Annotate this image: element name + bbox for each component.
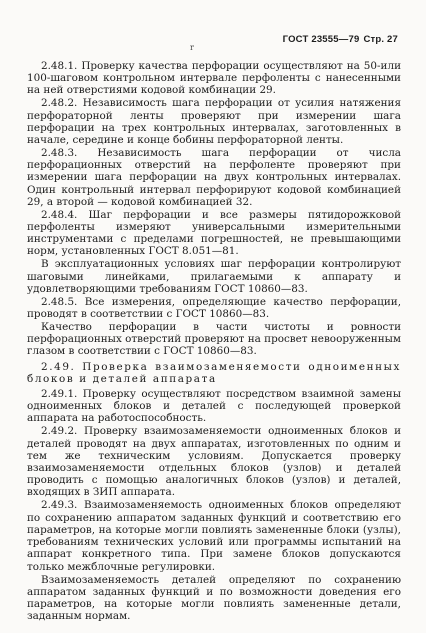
document-body (27, 60, 401, 623)
paragraph-quality: Качество перфорации в части чистоты и ровности перфорационных отверстий проверяют на просвет невооруженным глазом в соответствии с ГОСТ 10860—83. (27, 321, 401, 358)
paragraph-2-48-3: 2.48.3. Независимость шага перфорации от числа перфорационных отверстий на перфоленте проверяют при измерении шага перфорации на двух контрольных интервалах. Один контрольный интервал перфорируют кодовой комбинацией 29, а второй — кодовой комбинацией 32. (27, 147, 401, 208)
paragraph-operational: В эксплуатационных условиях шаг перфорации контролируют шаговыми линейками, прилагаемыми к аппарату и удовлетворяющими требованиям ГОСТ 10860—83. (27, 258, 401, 295)
paragraph-parts: Взаимозаменяемость деталей определяют по сохранению аппаратом заданных функций и по возможности доведения его параметров, на которые могли повлиять замененные детали, заданным нормам. (27, 573, 401, 623)
paragraph-2-48-1: 2.48.1. Проверку качества перфорации осуществляют на 50-или 100-шаговом контрольном интервале перфоленты с нанесенными на ней отверстиями кодовой комбинации 29. (27, 60, 401, 97)
section-heading-2-49: 2.49. Проверка взаимозаменяемости одноименных блоков и деталей аппарата (27, 360, 401, 385)
paragraph-2-49-3: 2.49.3. Взаимозаменяемость одноименных блоков определяют по сохранению аппаратом заданных функций и соответствию его параметров, на которые могли повлиять замененные блоки (узлы), требованиям технических условий или программы испытаний на аппарат конкретного типа. При замене блоков допускаются только межблочные регулировки. (27, 499, 401, 573)
paragraph-2-48-5: 2.48.5. Все измерения, определяющие качество перфорации, проводят в соответствии с ГОСТ 10860—83. (27, 295, 401, 321)
paragraph-2-48-2: 2.48.2. Независимость шага перфорации от усилия натяжения перфораторной ленты проверяют при измерении шага перфорации на трех контрольных интервалах, заготовленных в начале, середине и конце бобины перфораторной ленты. (27, 97, 401, 147)
stray-mark: r (190, 43, 194, 52)
paragraph-2-49-1: 2.49.1. Проверку осуществляют посредством взаимной замены одноименных блоков и деталей с последующей проверкой аппарата на работоспособность. (27, 388, 401, 425)
page-number: Стр. 27 (363, 34, 398, 45)
paragraph-2-48-4: 2.48.4. Шаг перфорации и все размеры пятидорожковой перфоленты измеряют универсальными измерительными инструментами с пределами погрешностей, не превышающими норм, установленных ГОСТ 8.051—81. (27, 208, 401, 258)
page-header (283, 34, 398, 45)
standard-number: ГОСТ 23555—79 (282, 34, 360, 45)
paragraph-2-49-2: 2.49.2. Проверку взаимозаменяемости одноименных блоков и деталей проводят на двух аппаратах, изготовленных по одним и тем же техническим условиям. Допускается проверку взаимозаменяемости отдельных блоков (узлов) и деталей проводить с помощью аналогичных блоков (узлов) и деталей, входящих в ЗИП аппарата. (27, 425, 401, 499)
